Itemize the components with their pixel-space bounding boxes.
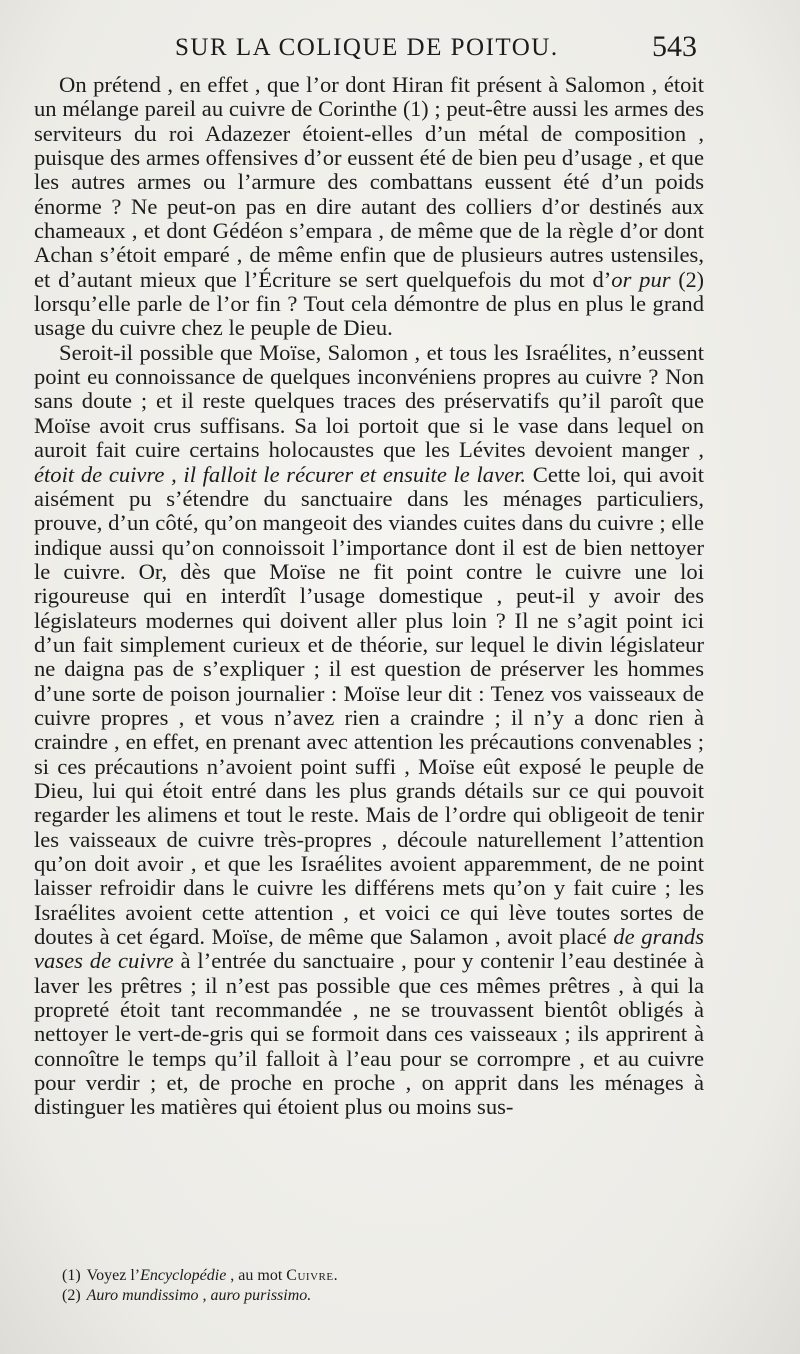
text-run: ; peut-être aussi les armes des serviteurs du roi Adazezer étoient-elles d’un métal de composition , puisque des armes offensives d’or eussent été de bien peu d’usage , et que les autres armes ou l’armure des combattans eussent été d’un poids énorme ? Ne peut-on pas en dire autant des colliers d’or destinés aux chameaux , et dont Gédéon s’empara , de même que de la règle d’or dont Achan s’étoit emparé , de même enfin que de plusieurs autres ustensiles, et d’autant mieux que l’Écriture se sert quelquefois du mot d’ — [34, 96, 704, 292]
page-number: 543 — [652, 30, 697, 63]
footnote-marker: (2) — [62, 1287, 81, 1304]
paragraph — [34, 341, 704, 1120]
footnote-reference: (2) — [678, 266, 704, 292]
footnote-2 — [62, 1286, 702, 1306]
footnote-keyword: Cuivre. — [286, 1267, 339, 1284]
italic-text: étoit de cuivre , il falloit le récurer et ensuite le laver. — [34, 461, 527, 487]
footnote-latin: Auro mundissimo , auro purissimo. — [86, 1287, 312, 1304]
text-run: à l’entrée du sanctuaire , pour y contenir l’eau destinée à laver les prêtres ; il n’est pas possible que ces mêmes prêtres , à qui la propreté étoit tant recommandée , ne se trouvassent bientôt obligés à nettoyer le vert-de-gris qui se formoit dans ces vaisseaux ; ils apprirent à connoître le temps qu’il falloit à l’eau pour se corrompre , et au cuivre pour verdir ; et, de proche en proche , on apprit dans les ménages à distinguer les matières qui étoient plus ou moins sus- — [34, 948, 704, 1120]
text-run: Seroit-il possible que Moïse, Salomon , et tous les Israélites, n’eussent point eu connoissance de quelques inconvéniens propres au cuivre ? Non sans doute ; et il reste quelques traces des préservatifs qu’il paroît que Moïse avoit crus suffisans. Sa loi portoit que si le vase dans lequel on auroit fait cuire certains holocaustes que les Lévites devoient manger , — [34, 339, 704, 463]
page-header — [0, 30, 800, 70]
text-run: lorsqu’elle parle de l’or fin ? Tout cela démontre de plus en plus le grand usage du cuivre chez le peuple de Dieu. — [34, 291, 704, 341]
footnote-middle: , au mot — [226, 1267, 287, 1284]
footnotes — [62, 1266, 702, 1306]
footnote-marker: (1) — [62, 1267, 81, 1284]
footnote-reference: (1) — [402, 96, 429, 122]
footnote-term: Encyclopédie — [140, 1267, 227, 1284]
italic-text: de grands vases de cuivre — [34, 924, 705, 974]
running-head: SUR LA COLIQUE DE POITOU. — [175, 34, 559, 61]
text-run: Cette loi, qui avoit aisément pu s’étendre du sanctuaire dans les ménages particuliers, prouve, d’un côté, qu’on mangeoit des viandes cuites dans du cuivre ; elle indique aussi qu’on connoissoit l’importance dont il est de bien nettoyer le cuivre. Or, dès que Moïse ne fit point contre le cuivre une loi rigoureuse qui en interdît l’usage domestique , peut-il y avoir des législateurs modernes qui doivent aller plus loin ? Il ne s’agit point ici d’un fait simplement curieux et de théorie, sur lequel le divin législateur ne daigna pas de s’expliquer ; il est question de préserver les hommes d’une sorte de poison journalier : Moïse leur dit : Tenez vos vaisseaux de cuivre propres , et vous n’avez rien a craindre ; il n’y a donc rien à craindre , en effet, en prenant avec attention les précautions convenables ; si ces précautions n’avoient point suffi , Moïse eût exposé le peuple de Dieu, lui qui étoit entré dans les plus grands détails sur ce qui pouvoit regarder les alimens et tout le reste. Mais de l’ordre qui obligeoit de tenir les vaisseaux de cuivre très-propres , découle naturellement l’attention qu’on doit avoir , et que les Israélites avoient apparemment, de ne point laisser refroidir dans le cuivre les différens mets qu’on y fait cuire ; les Israélites avoient cette attention , et voici ce qui lève toutes sortes de doutes à cet égard. Moïse, de même que Salamon , avoit placé — [34, 461, 704, 950]
footnote-prefix: Voyez l’ — [86, 1267, 141, 1284]
text-run: On prétend , en effet , que l’or dont Hiran fit présent à Salomon , étoit un mélange pareil au cuivre de Corinthe — [34, 72, 704, 122]
paragraph — [34, 73, 704, 341]
body-text — [34, 73, 704, 1120]
italic-text: or pur — [611, 266, 671, 292]
footnote-1 — [62, 1266, 702, 1286]
